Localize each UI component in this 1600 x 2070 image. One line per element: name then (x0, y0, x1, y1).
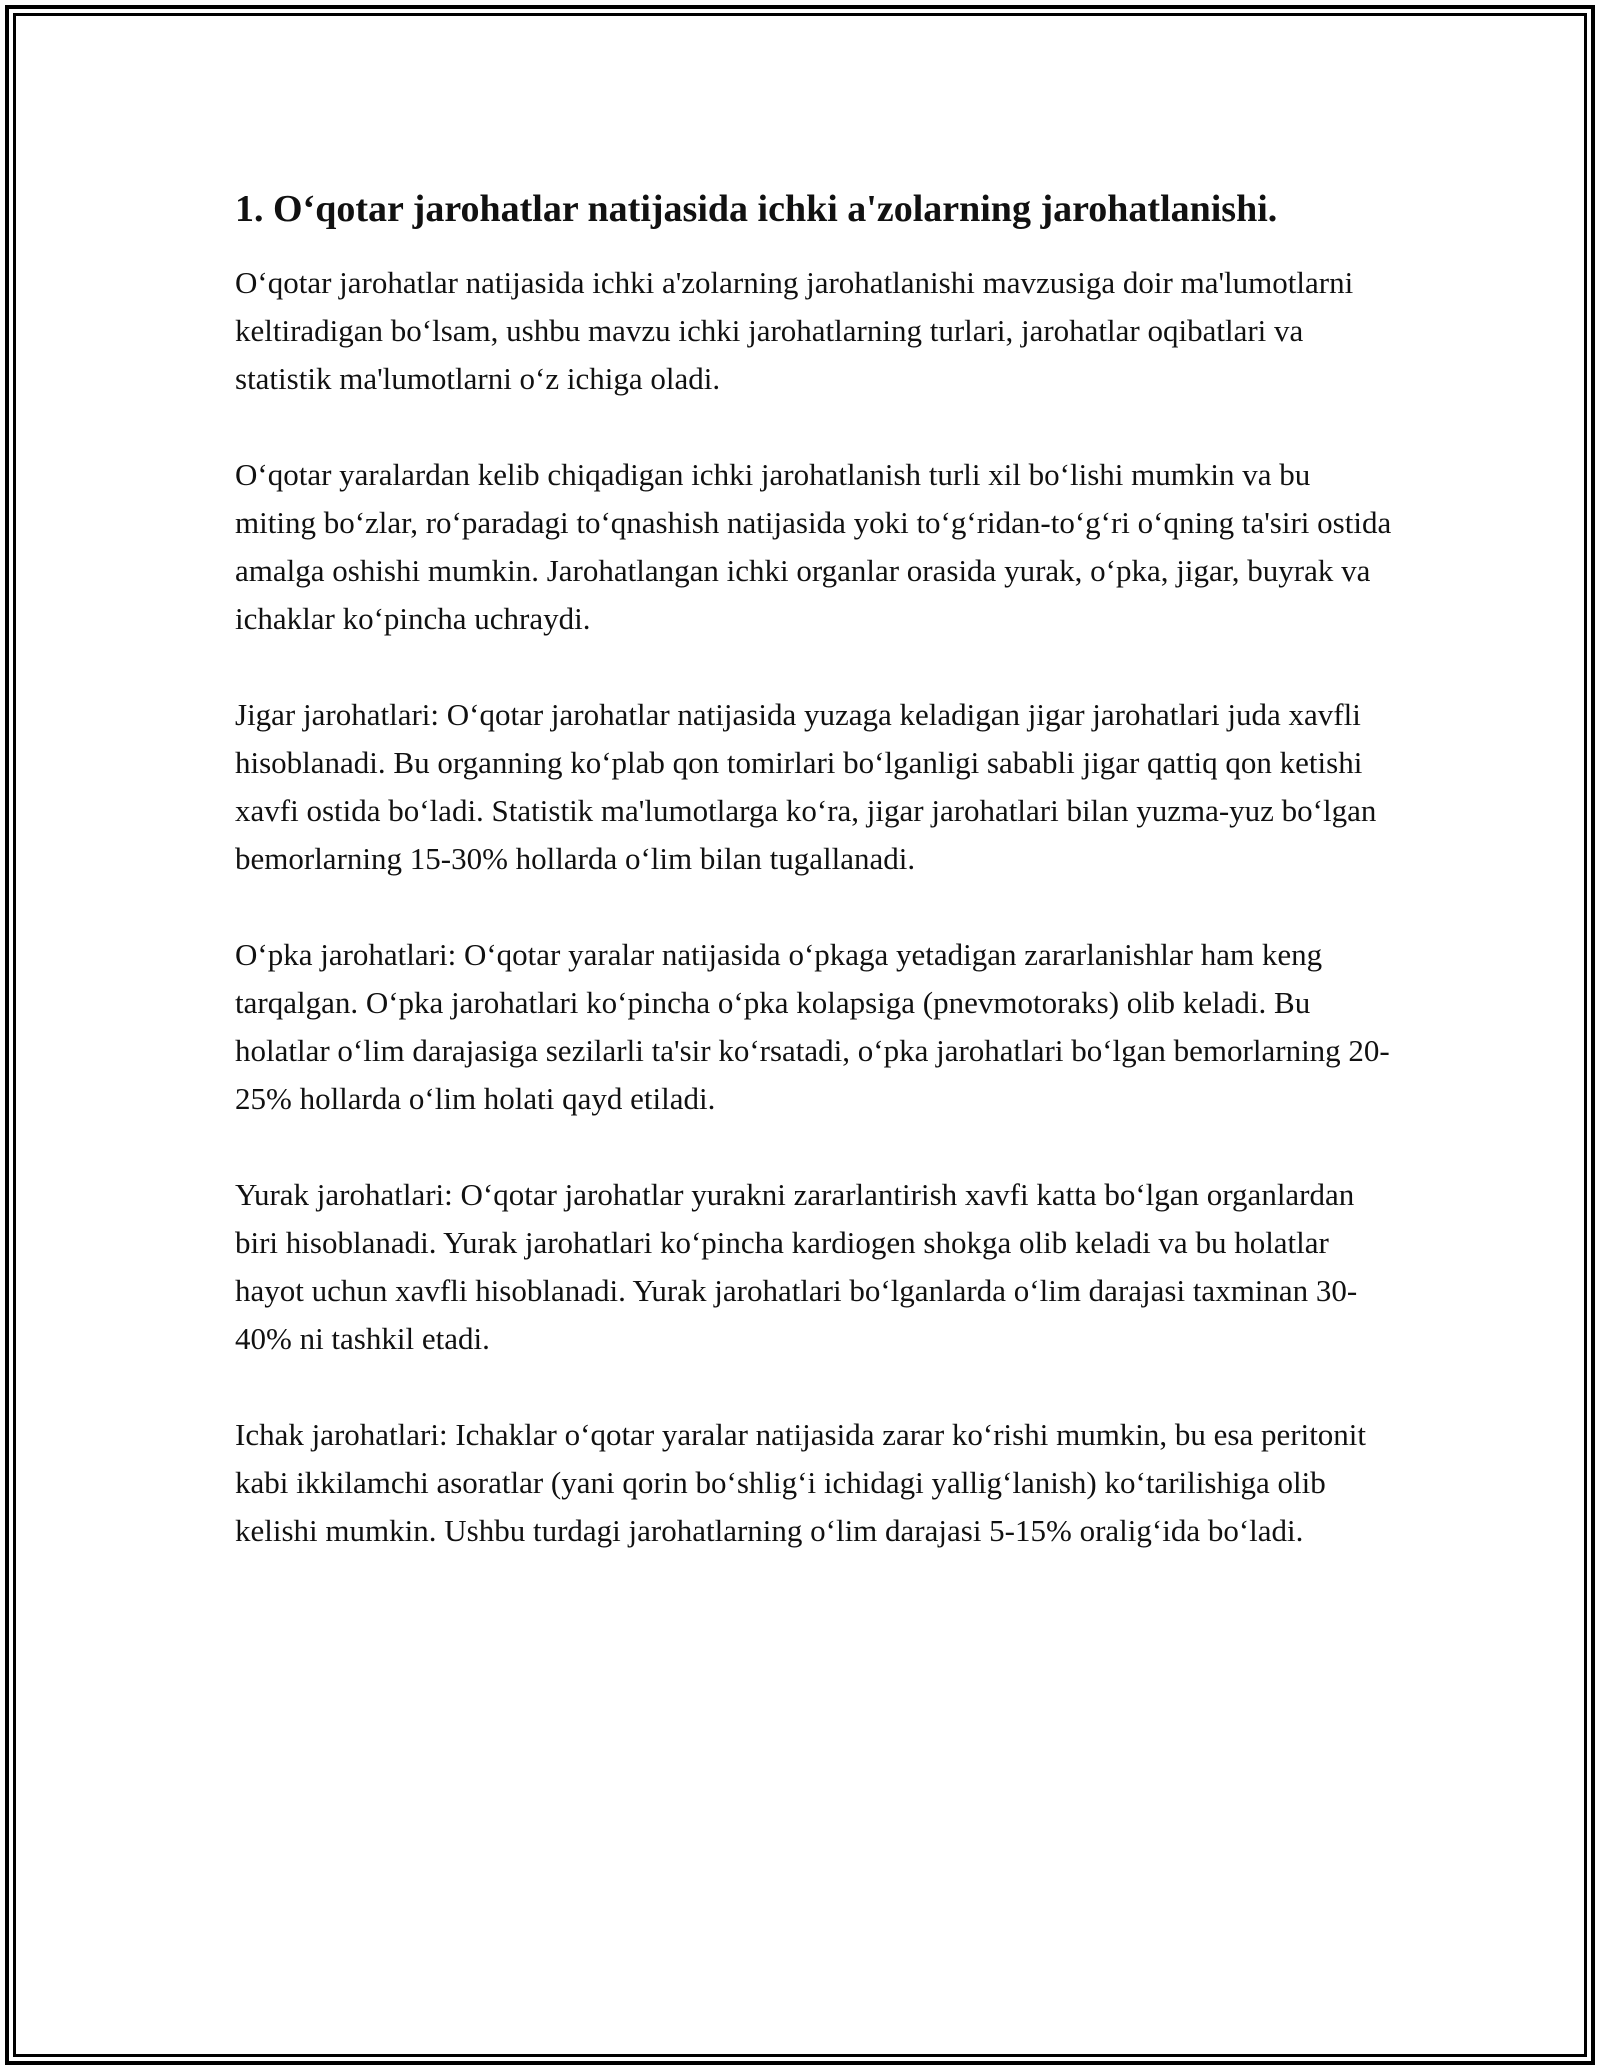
document-body (235, 185, 1395, 1603)
intro-paragraph: O‘qotar jarohatlar natijasida ichki a'zolarning jarohatlanishi mavzusiga doir ma'lumotlarni keltiradigan bo‘lsam, ushbu mavzu ichki jarohatlarning turlari, jarohatlar oqibatlari va statistik ma'lumotlarni o‘z ichiga oladi. (235, 265, 1354, 396)
liver-injury-paragraph: Jigar jarohatlari: O‘qotar jarohatlar natijasida yuzaga keladigan jigar jarohatlari juda xavfli hisoblanadi. Bu organning ko‘plab qon tomirlari bo‘lganligi sababli jigar qattiq qon ketishi xavfi ostida bo‘ladi. Statistik ma'lumotlarga ko‘ra, jigar jarohatlari bilan yuzma-yuz bo‘lgan bemorlarning 15-30% hollarda o‘lim bilan tugallanadi. (235, 697, 1377, 876)
lung-injury-paragraph: O‘pka jarohatlari: O‘qotar yaralar natijasida o‘pkaga yetadigan zararlanishlar ham keng tarqalgan. O‘pka jarohatlari ko‘pincha o‘pka kolapsiga (pnevmotoraks) olib keladi. Bu holatlar o‘lim darajasiga sezilarli ta'sir ko‘rsatadi, o‘pka jarohatlari bo‘lgan bemorlarning 20-25% hollarda o‘lim holati qayd etiladi. (235, 937, 1390, 1116)
heart-injury-paragraph: Yurak jarohatlari: O‘qotar jarohatlar yurakni zararlantirish xavfi katta bo‘lgan organlardan biri hisoblanadi. Yurak jarohatlari ko‘pincha kardiogen shokga olib keladi va bu holatlar hayot uchun xavfli hisoblanadi. Yurak jarohatlari bo‘lganlarda o‘lim darajasi taxminan 30-40% ni tashkil etadi. (235, 1177, 1358, 1356)
section-heading: 1. O‘qotar jarohatlar natijasida ichki a'zolarning jarohatlanishi. (235, 188, 1278, 230)
intestine-injury-paragraph: Ichak jarohatlari: Ichaklar o‘qotar yaralar natijasida zarar ko‘rishi mumkin, bu esa peritonit kabi ikkilamchi asoratlar (yani qorin bo‘shlig‘i ichidagi yallig‘lanish) ko‘tarilishiga olib kelishi mumkin. Ushbu turdagi jarohatlarning o‘lim darajasi 5-15% oralig‘ida bo‘ladi. (235, 1417, 1367, 1548)
internal-injury-types-paragraph: O‘qotar yaralardan kelib chiqadigan ichki jarohatlanish turli xil bo‘lishi mumkin va bu miting bo‘zlar, ro‘paradagi to‘qnashish natijasida yoki to‘g‘ridan-to‘g‘ri o‘qning ta'siri ostida amalga oshishi mumkin. Jarohatlangan ichki organlar orasida yurak, o‘pka, jigar, buyrak va ichaklar ko‘pincha uchraydi. (235, 457, 1392, 636)
